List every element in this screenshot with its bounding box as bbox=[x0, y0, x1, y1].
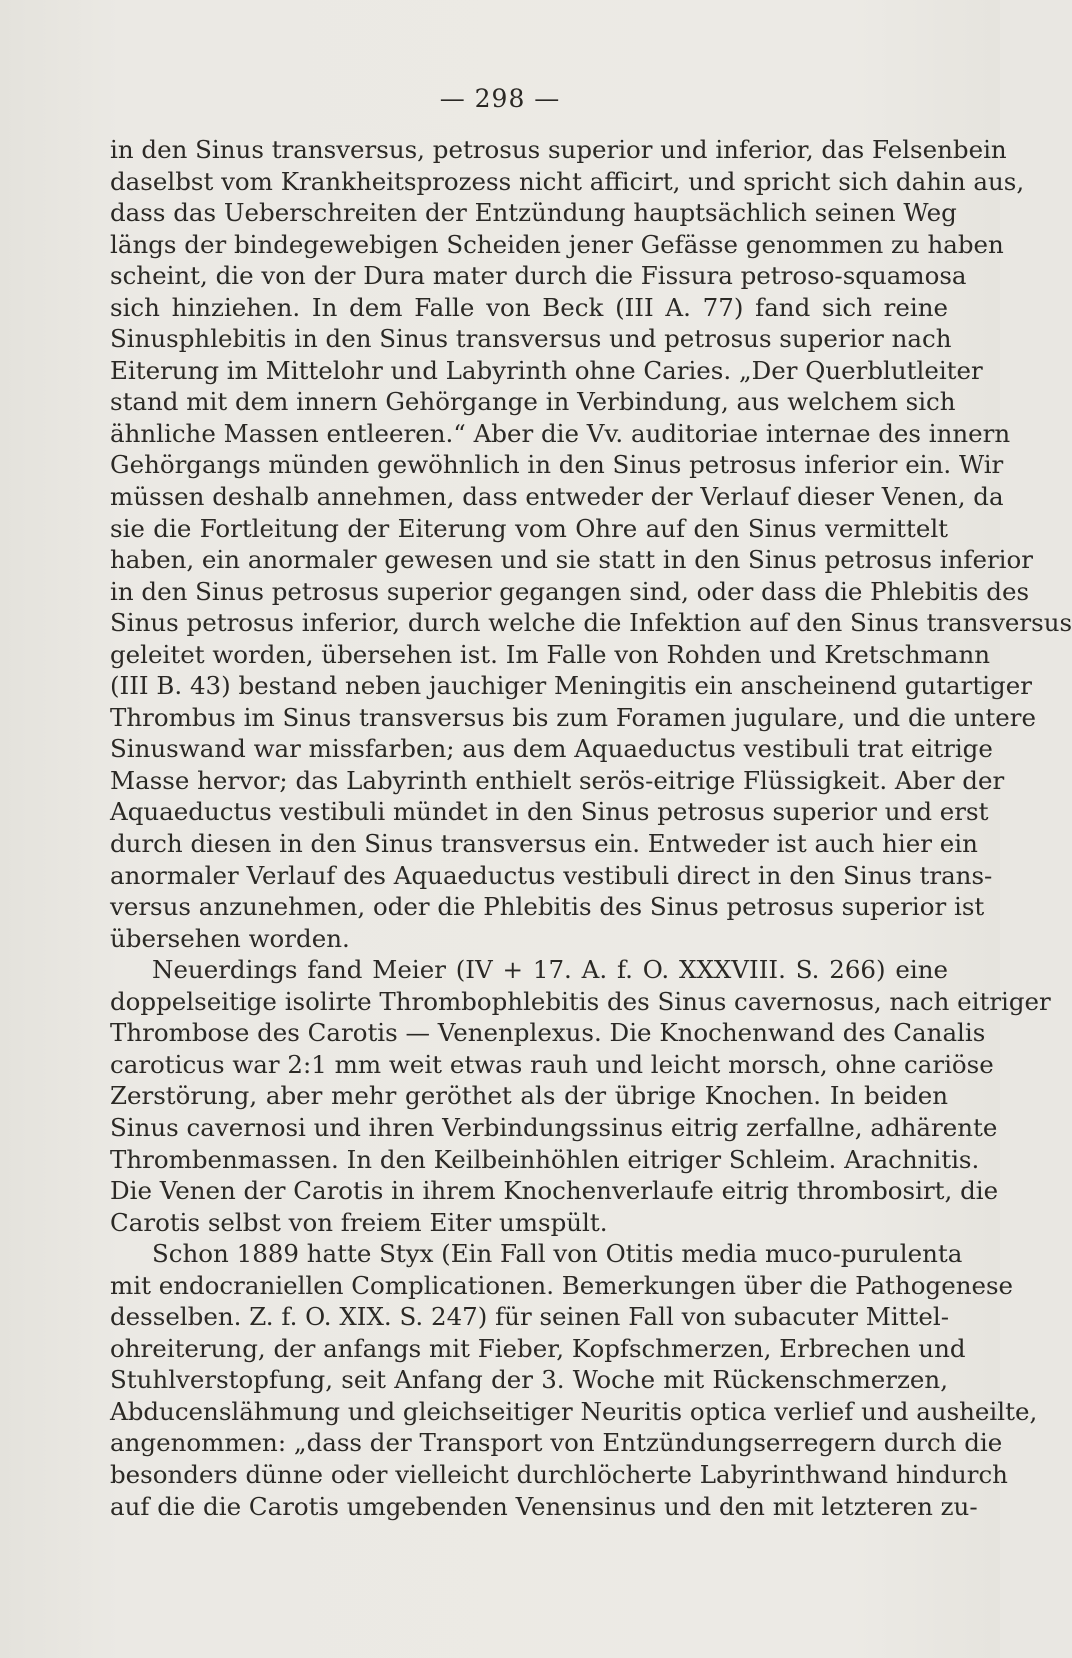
text-line: Stuhlverstopfung, seit Anfang der 3. Woche mit Rückenschmerzen, bbox=[110, 1365, 948, 1395]
text-line: angenommen: „dass der Transport von Entzündungserregern durch die bbox=[110, 1428, 1003, 1458]
text-line: (III B. 43) bestand neben jauchiger Meningitis ein anscheinend gutartiger bbox=[110, 671, 1032, 701]
text-line: desselben. Z. f. O. XIX. S. 247) für seinen Fall von subacuter Mittel- bbox=[110, 1302, 949, 1332]
text-line: Thrombose des Carotis — Venenplexus. Die Knochenwand des Canalis bbox=[110, 1018, 986, 1048]
text-line: Sinusphlebitis in den Sinus transversus und petrosus superior nach bbox=[110, 324, 952, 354]
text-line: durch diesen in den Sinus transversus ein. Entweder ist auch hier ein bbox=[110, 829, 978, 859]
text-line: Sinus cavernosi und ihren Verbindungssinus eitrig zerfallne, adhärente bbox=[110, 1112, 998, 1142]
text-line: geleitet worden, übersehen ist. Im Falle von Rohden und Kretschmann bbox=[110, 639, 991, 669]
text-line: Carotis selbst von freiem Eiter umspült. bbox=[110, 1207, 608, 1237]
text-line: Zerstörung, aber mehr geröthet als der übrige Knochen. In beiden bbox=[110, 1081, 948, 1111]
text-line: scheint, die von der Dura mater durch die Fissura petroso-squamosa bbox=[110, 261, 967, 291]
text-line: längs der bindegewebigen Scheiden jener Gefässe genommen zu haben bbox=[110, 229, 1004, 259]
text-line: auf die die Carotis umgebenden Venensinus und den mit letzteren zu- bbox=[110, 1491, 978, 1521]
text-line: sie die Fortleitung der Eiterung vom Ohre auf den Sinus vermittelt bbox=[110, 513, 948, 543]
text-line: doppelseitige isolirte Thrombophlebitis des Sinus cavernosus, nach eitriger bbox=[110, 986, 1051, 1016]
text-line: Sinuswand war missfarben; aus dem Aquaeductus vestibuli trat eitrige bbox=[110, 734, 993, 764]
text-line: Abducenslähmung und gleichseitiger Neuritis optica verlief und ausheilte, bbox=[110, 1396, 1038, 1426]
text-line: sich hinziehen. In dem Falle von Beck (III A. 77) fand sich reine bbox=[110, 292, 948, 322]
text-line: dass das Ueberschreiten der Entzündung hauptsächlich seinen Weg bbox=[110, 198, 957, 228]
text-line: caroticus war 2:1 mm weit etwas rauh und leicht morsch, ohne cariöse bbox=[110, 1049, 994, 1079]
paragraph bbox=[110, 134, 1072, 954]
text-line: haben, ein anormaler gewesen und sie statt in den Sinus petrosus inferior bbox=[110, 545, 1033, 575]
text-line: Die Venen der Carotis in ihrem Knochenverlaufe eitrig thrombosirt, die bbox=[110, 1176, 999, 1206]
text-line: Thrombenmassen. In den Keilbeinhöhlen eitriger Schleim. Arachnitis. bbox=[110, 1144, 980, 1174]
text-line: Neuerdings fand Meier (IV + 17. A. f. O. XXXVIII. S. 266) eine bbox=[152, 955, 948, 985]
paragraph bbox=[110, 1238, 1038, 1522]
text-line: ohreiterung, der anfangs mit Fieber, Kopfschmerzen, Erbrechen und bbox=[110, 1333, 966, 1363]
text-line: übersehen worden. bbox=[110, 923, 350, 953]
text-line: ähnliche Massen entleeren.“ Aber die Vv. auditoriae internae des innern bbox=[110, 418, 1011, 448]
text-line: Thrombus im Sinus transversus bis zum Foramen jugulare, und die untere bbox=[110, 702, 1036, 732]
text-line: daselbst vom Krankheitsprozess nicht afficirt, und spricht sich dahin aus, bbox=[110, 166, 1025, 196]
body-text bbox=[110, 134, 1072, 1522]
text-line: in den Sinus transversus, petrosus superior und inferior, das Felsenbein bbox=[110, 135, 1007, 164]
text-line: Sinus petrosus inferior, durch welche die Infektion auf den Sinus transversus bbox=[110, 608, 1072, 638]
text-line: versus anzunehmen, oder die Phlebitis des Sinus petrosus superior ist bbox=[110, 892, 985, 922]
text-line: anormaler Verlauf des Aquaeductus vestibuli direct in den Sinus trans- bbox=[110, 860, 993, 890]
text-line: Gehörgangs münden gewöhnlich in den Sinus petrosus inferior ein. Wir bbox=[110, 450, 1004, 480]
text-line: besonders dünne oder vielleicht durchlöcherte Labyrinthwand hindurch bbox=[110, 1459, 1008, 1489]
text-line: Schon 1889 hatte Styx (Ein Fall von Otitis media muco-purulenta bbox=[152, 1239, 963, 1269]
text-line: Eiterung im Mittelohr und Labyrinth ohne Caries. „Der Querblutleiter bbox=[110, 355, 983, 385]
text-line: stand mit dem innern Gehörgange in Verbindung, aus welchem sich bbox=[110, 387, 956, 417]
text-line: mit endocraniellen Complicationen. Bemerkungen über die Pathogenese bbox=[110, 1270, 1014, 1300]
page-number: — 298 — bbox=[439, 84, 561, 113]
text-line: müssen deshalb annehmen, dass entweder der Verlauf dieser Venen, da bbox=[110, 482, 1004, 512]
text-line: in den Sinus petrosus superior gegangen sind, oder dass die Phlebitis des bbox=[110, 576, 1030, 606]
text-line: Aquaeductus vestibuli mündet in den Sinus petrosus superior und erst bbox=[110, 797, 989, 827]
text-line: Masse hervor; das Labyrinth enthielt serös-eitrige Flüssigkeit. Aber der bbox=[110, 765, 1005, 795]
paragraph bbox=[110, 954, 1051, 1238]
